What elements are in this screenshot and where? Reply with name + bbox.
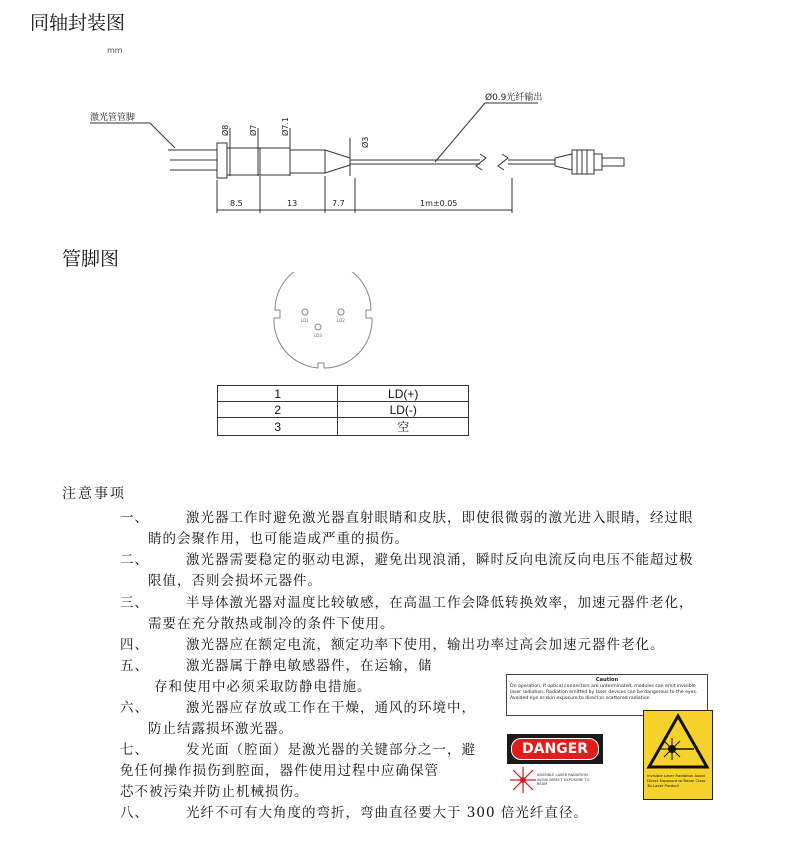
taper bbox=[325, 150, 350, 173]
pin-3-label: LD3 bbox=[314, 333, 322, 338]
connector-boot bbox=[555, 154, 572, 170]
pin-callout: 激光管管脚 bbox=[90, 113, 136, 123]
table-row bbox=[218, 402, 469, 418]
pin-number: 1 bbox=[218, 386, 338, 402]
break-mark bbox=[498, 154, 508, 170]
header-outline bbox=[274, 272, 372, 368]
note-number: 四、 bbox=[120, 637, 149, 653]
pin-number: 2 bbox=[218, 402, 338, 418]
note-line: 激光器需要稳定的驱动电源，避免出现浪涌，瞬时反向电流反向电压不能超过极 bbox=[186, 552, 694, 568]
table-row bbox=[218, 386, 469, 402]
danger-text: INVISIBLE LASER RADIATION AVOID DIRECT EXPOSURE TO BEAM bbox=[537, 773, 590, 787]
note-line: 防止结露损坏激光器。 bbox=[148, 721, 293, 737]
dimension-length: 1m±0.05 bbox=[420, 199, 458, 208]
base-cap bbox=[227, 148, 260, 175]
pin-diagram bbox=[268, 272, 378, 376]
pin-function-table bbox=[217, 385, 469, 436]
dimension-8-5: 8.5 bbox=[230, 199, 243, 208]
coaxial-package-drawing bbox=[80, 88, 640, 228]
note-line: 需要在充分散热或制冷的条件下使用。 bbox=[148, 616, 395, 632]
package-drawing-title: 同轴封装图 bbox=[30, 12, 126, 34]
note-number: 八、 bbox=[120, 805, 149, 821]
body-tail bbox=[290, 150, 325, 173]
dimension-dia-8: Ø8 bbox=[221, 124, 230, 136]
note-number: 三、 bbox=[120, 595, 149, 611]
pin-1-label: LD1 bbox=[301, 318, 309, 323]
notes-title: 注意事项 bbox=[62, 486, 126, 502]
fiber-callout: Ø0.9光纤输出 bbox=[485, 93, 543, 103]
note-line: 发光面（腔面）是激光器的关键部分之一，避 bbox=[186, 742, 476, 758]
note-line: 免任何操作损伤到腔面，器件使用过程中应确保管 bbox=[120, 763, 439, 779]
note-line: 睛的会聚作用，也可能造成严重的损伤。 bbox=[148, 531, 409, 547]
break-mark bbox=[476, 154, 486, 170]
fiber-leader-line bbox=[435, 103, 485, 162]
unit-label: mm bbox=[107, 46, 123, 55]
note-line: 半导体激光器对温度比较敏感，在高温工作会降低转换效率，加速元器件老化， bbox=[186, 595, 694, 611]
laser-warning-label bbox=[643, 710, 713, 800]
dimension-7-7: 7.7 bbox=[332, 199, 345, 208]
pin-2-hole bbox=[338, 309, 344, 315]
note-line: 激光器应在额定电流，额定功率下使用，输出功率过高会加速元器件老化。 bbox=[186, 637, 665, 653]
pin-3-hole bbox=[315, 324, 321, 330]
pin-diagram-title: 管脚图 bbox=[62, 248, 120, 270]
dimension-dia-7-1: Ø7.1 bbox=[281, 116, 290, 136]
note-line: 芯不被污染并防止机械损伤。 bbox=[120, 784, 309, 800]
caution-text: On operation, If optical connectors are unterminated, modules can emit invisible laser radiation. Radiation emitted by laser devices can be dangerous to the eyes. Avoided eye or skin exposure to direct or scattered radiation bbox=[510, 684, 698, 701]
pin-number: 3 bbox=[218, 418, 338, 436]
note-line: 光纤不可有大角度的弯折，弯曲直径要大于 300 倍光纤直径。 bbox=[186, 805, 588, 821]
note-number: 六、 bbox=[120, 700, 149, 716]
note-number: 七、 bbox=[120, 742, 149, 758]
note-line: 激光器应存放或工作在干燥，通风的环境中， bbox=[186, 700, 476, 716]
laser-warning-text: Invisible Laser Radiation Avoid Direct Exposure to Beam Class 3b Laser Product bbox=[647, 773, 706, 788]
danger-word: DANGER bbox=[511, 738, 599, 760]
note-number: 五、 bbox=[120, 658, 149, 674]
note-number: 二、 bbox=[120, 552, 149, 568]
note-line: 激光器属于静电敏感器件，在运输，储 bbox=[186, 658, 433, 674]
danger-label bbox=[507, 734, 603, 764]
pin-function: LD(+) bbox=[338, 386, 469, 402]
radiation-burst-icon bbox=[509, 766, 537, 794]
flange bbox=[217, 143, 227, 178]
connector-body bbox=[594, 154, 602, 170]
pin-function: LD(-) bbox=[338, 402, 469, 418]
note-line: 激光器工作时避免激光器直射眼睛和皮肤，即使很微弱的激光进入眼睛，经过眼 bbox=[186, 510, 694, 526]
pin-1-hole bbox=[302, 309, 308, 315]
pin-2-label: LD2 bbox=[337, 318, 345, 323]
note-line: 限值，否则会损坏元器件。 bbox=[148, 573, 322, 589]
caution-title: Caution bbox=[595, 677, 619, 683]
laser-warning-icon bbox=[644, 711, 712, 773]
dimension-dia-7: Ø7 bbox=[249, 124, 258, 136]
ferrule bbox=[602, 158, 624, 166]
note-number: 一、 bbox=[120, 510, 149, 526]
pin-leader-line bbox=[150, 123, 175, 148]
connector-nut bbox=[572, 150, 594, 174]
body-section bbox=[260, 148, 290, 175]
table-row bbox=[218, 418, 469, 436]
dimension-13: 13 bbox=[287, 199, 298, 208]
dimension-dia-3: Ø3 bbox=[361, 136, 370, 148]
pin-function: 空 bbox=[338, 418, 469, 436]
note-line: 存和使用中必须采取防静电措施。 bbox=[154, 679, 372, 695]
